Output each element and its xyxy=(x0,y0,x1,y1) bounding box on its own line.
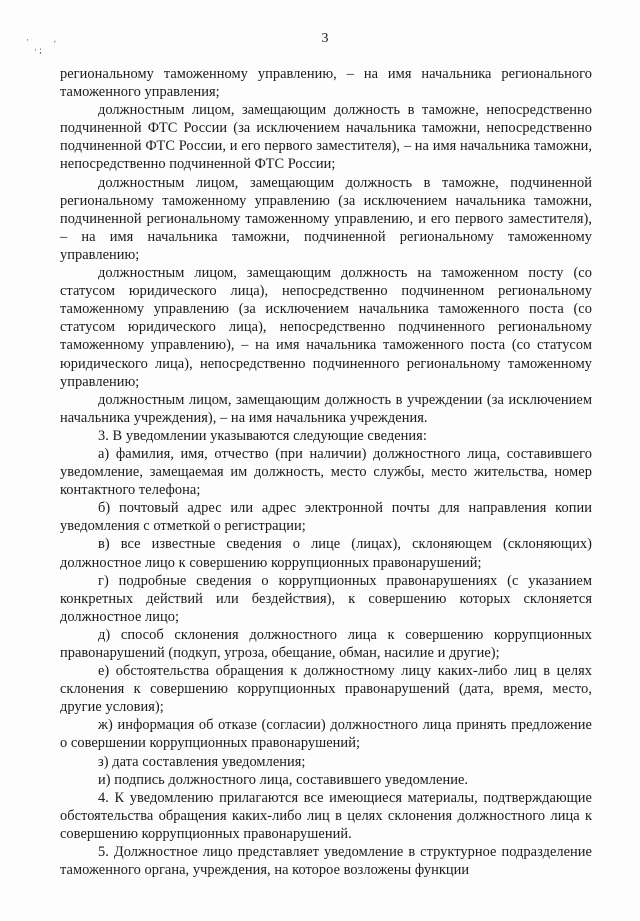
scan-artifact: ʹ xyxy=(54,39,56,49)
scan-artifact: · ; xyxy=(34,45,42,55)
paragraph-item-4: 4. К уведомлению прилагаются все имеющиеся материалы, подтверждающие обстоятельства обращения каких-либо лиц в целях склонения должностного лица к совершению коррупционных правонарушений. xyxy=(60,789,592,842)
paragraph-item-3e: е) обстоятельства обращения к должностному лицу каких-либо лиц в целях склонения к совершению коррупционных правонарушений (дата, время, место, другие условия); xyxy=(60,663,592,716)
paragraph-item-3zh: ж) информация об отказе (согласии) должностного лица принять предложение о совершении коррупционных правонарушений; xyxy=(60,717,592,752)
paragraph-item-3z: з) дата составления уведомления; xyxy=(98,753,306,770)
paragraph-customs-direct: должностным лицом, замещающим должность в таможне, непосредственно подчиненной ФТС России (за исключением начальника таможни, непосредственно подчиненной ФТС России, и его первого заместителя), – на имя начальника таможни, непосредственно подчиненной ФТС России; xyxy=(60,102,592,173)
scan-artifact: · xyxy=(26,35,29,45)
paragraph-customs-post: должностным лицом, замещающим должность на таможенном посту (со статусом юридического лица), непосредственно подчиненном региональному таможенному управлению (за исключением начальника таможенного поста (со статусом юридического лица), непосредственно подчиненного региональному таможенному управлению), – на имя начальника таможенного поста (со статусом юридического лица), непосредственно подчиненного региональному таможенному управлению; xyxy=(60,265,592,390)
paragraph-item-5: 5. Должностное лицо представляет уведомление в структурное подразделение таможенного органа, учреждения, на которое возложены функции xyxy=(60,844,592,879)
paragraph-item-3g: г) подробные сведения о коррупционных правонарушениях (с указанием конкретных действий или бездействия), к совершению которых склоняется должностное лицо; xyxy=(60,572,592,625)
paragraph-customs-regional: должностным лицом, замещающим должность в таможне, подчиненной региональному таможенному управлению (за исключением начальника таможни, подчиненной региональному таможенному управлению, и его первого заместителя), – на имя начальника таможни, подчиненной региональному таможенному управлению; xyxy=(60,174,592,263)
paragraph-continuation: региональному таможенному управлению, – на имя начальника регионального таможенного управления; xyxy=(60,66,592,101)
document-body xyxy=(60,65,592,879)
paragraph-institution: должностным лицом, замещающим должность в учреждении (за исключением начальника учреждения), – на имя начальника учреждения. xyxy=(60,391,592,426)
paragraph-item-3v: в) все известные сведения о лице (лицах), склоняющем (склоняющих) должностное лицо к совершению коррупционных правонарушений; xyxy=(60,536,592,571)
paragraph-item-3d: д) способ склонения должностного лица к совершению коррупционных правонарушений (подкуп, угроза, обещание, обман, насилие и другие); xyxy=(60,626,592,661)
paragraph-item-3b: б) почтовый адрес или адрес электронной почты для направления копии уведомления с отметкой о регистрации; xyxy=(60,500,592,535)
page-number: 3 xyxy=(321,31,329,46)
paragraph-item-3a: а) фамилия, имя, отчество (при наличии) должностного лица, составившего уведомление, замещаемая им должность, место службы, место жительства, номер контактного телефона; xyxy=(60,445,592,499)
paragraph-item-3: 3. В уведомлении указываются следующие сведения: xyxy=(98,427,427,444)
paragraph-item-3i: и) подпись должностного лица, составившего уведомление. xyxy=(98,771,469,788)
